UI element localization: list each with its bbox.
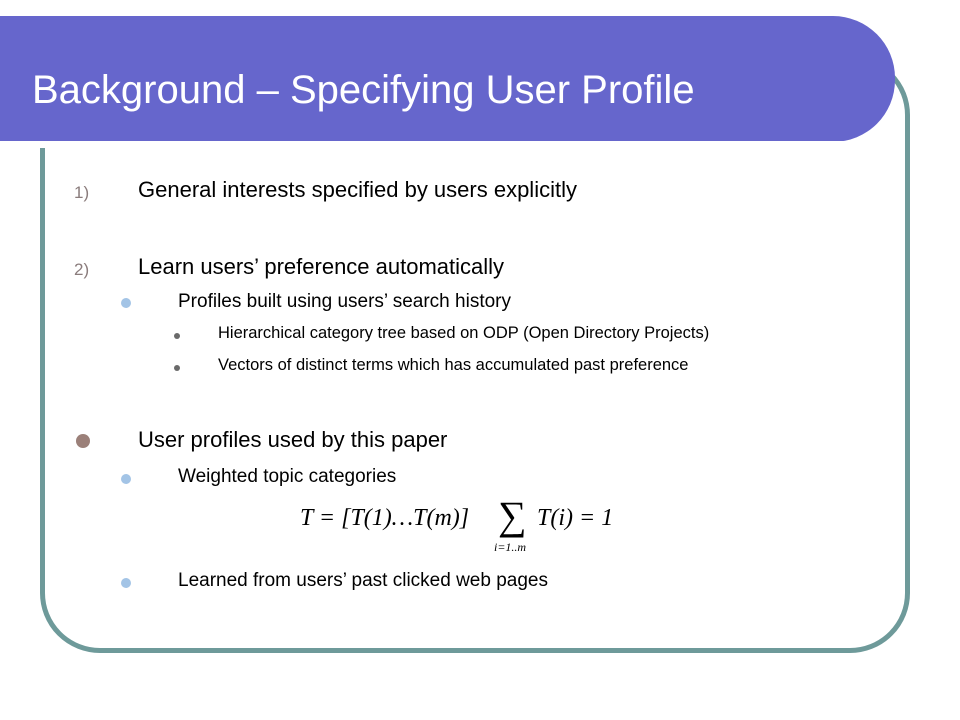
list-item: Vectors of distinct terms which has accumulated past preference <box>218 356 689 374</box>
list-item: Hierarchical category tree based on ODP (Open Directory Projects) <box>218 324 710 342</box>
bullet-icon <box>121 474 131 484</box>
list-item: User profiles used by this paper <box>138 427 448 452</box>
formula-sum: T(i) = 1 <box>537 505 614 531</box>
list-item: Learned from users’ past clicked web pages <box>178 570 548 591</box>
bullet-icon <box>76 434 90 448</box>
list-item: Profiles built using users’ search history <box>178 291 511 312</box>
bullet-icon <box>121 578 131 588</box>
formula-vector: T = [T(1)…T(m)] <box>300 505 470 531</box>
list-item: General interests specified by users explicitly <box>138 177 577 202</box>
list-number: 1) <box>74 183 90 202</box>
title-bar <box>0 16 895 142</box>
bullet-icon <box>121 298 131 308</box>
list-item: Learn users’ preference automatically <box>138 254 505 279</box>
bullet-icon <box>174 365 180 371</box>
title-underline <box>0 141 848 148</box>
list-item: Weighted topic categories <box>178 466 397 487</box>
list-number: 2) <box>74 260 90 279</box>
sum-subscript: i=1..m <box>494 540 527 554</box>
sigma-symbol: ∑ <box>498 493 527 538</box>
slide-title: Background – Specifying User Profile <box>32 68 695 112</box>
bullet-icon <box>174 333 180 339</box>
